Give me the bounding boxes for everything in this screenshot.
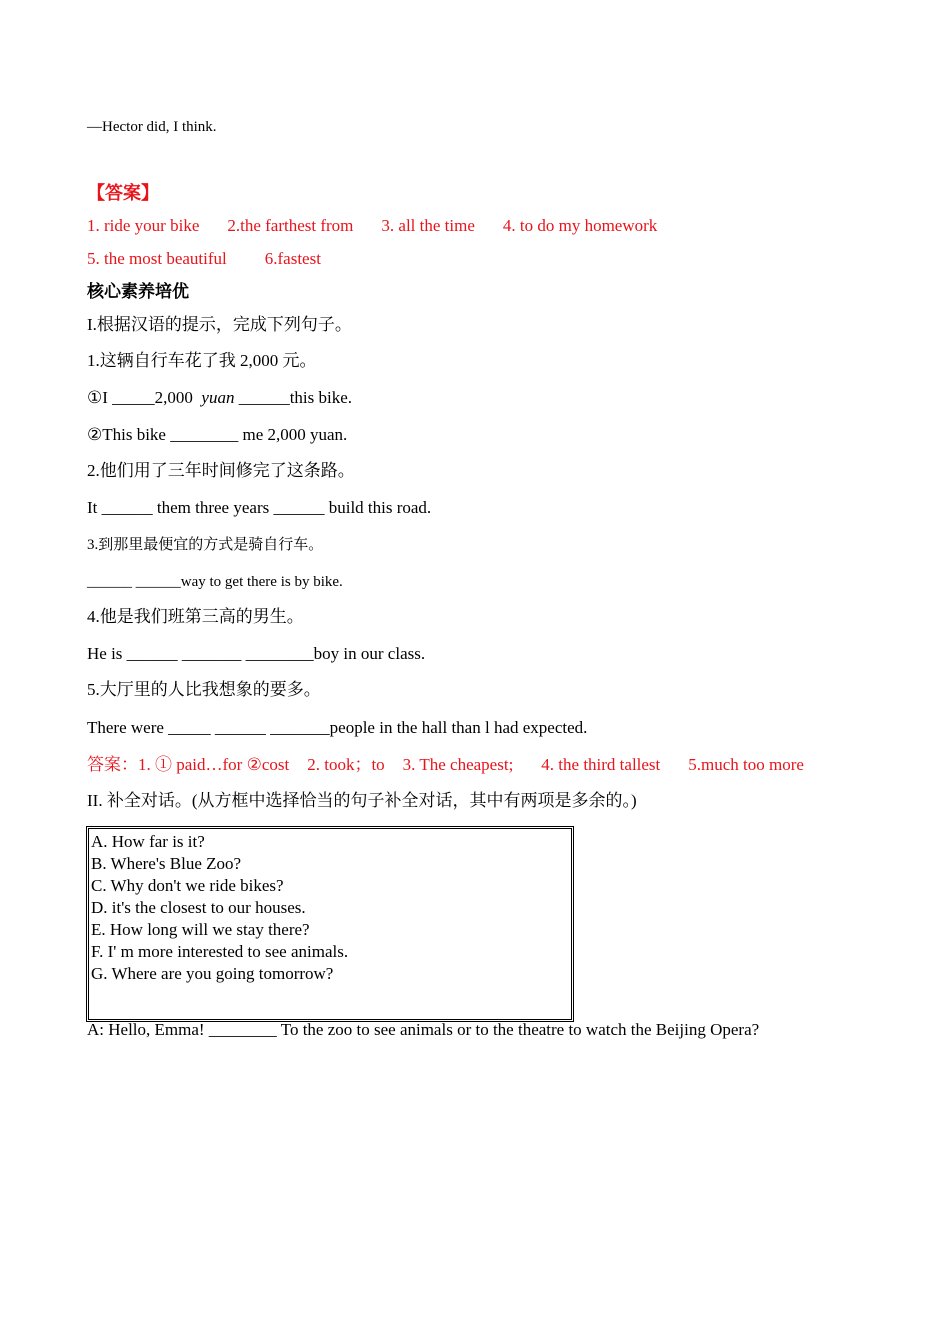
option-item: B. Where's Blue Zoo? [91, 854, 242, 873]
part2-instruction: II. 补全对话。(从方框中选择恰当的句子补全对话，其中有两项是多余的。) [87, 791, 637, 810]
q4-chinese: 4.他是我们班第三高的男生。 [87, 607, 304, 626]
options-box [86, 826, 574, 1022]
option-item: A. How far is it? [91, 832, 205, 851]
answer-item: 1. ride your bike [87, 216, 200, 235]
q3-sentence: ______ ______way to get there is by bike. [87, 574, 343, 590]
answer-row-2 [87, 248, 321, 270]
answer-item: 6.fastest [264, 249, 321, 268]
answer-heading: 【答案】 [87, 183, 159, 203]
q1-chinese: 1.这辆自行车花了我 2,000 元。 [87, 351, 317, 370]
section-title: 核心素养培优 [87, 282, 189, 301]
q1-a-italic: yuan [201, 388, 235, 407]
q3-chinese: 3.到那里最便宜的方式是骑自行车。 [87, 537, 324, 553]
option-item: E. How long will we stay there? [91, 920, 310, 939]
q1-sentence-a [87, 387, 352, 409]
q5-chinese: 5.大厅里的人比我想象的要多。 [87, 680, 321, 699]
answer2-row [87, 754, 804, 776]
option-item: D. it's the closest to our houses. [91, 898, 306, 917]
answer-item: 3. The cheapest; [402, 755, 514, 774]
option-item: F. I' m more interested to see animals. [91, 942, 349, 961]
q5-sentence: There were _____ ______ _______people in the hall than l had expected. [87, 718, 588, 737]
answer-row-1 [87, 215, 657, 237]
answer-item: 4. the third tallest [541, 755, 661, 774]
answer-item: 5. the most beautiful [87, 249, 227, 268]
q1-a-suffix: ______this bike. [238, 388, 353, 407]
q4-sentence: He is ______ _______ ________boy in our class. [87, 644, 426, 663]
part1-instruction: I.根据汉语的提示，完成下列句子。 [87, 315, 352, 334]
answer-item: 3. all the time [381, 216, 475, 235]
q1-sentence-b: ②This bike ________ me 2,000 yuan. [87, 425, 348, 444]
answer-item: 2.the farthest from [227, 216, 354, 235]
answer-item: 5.much too more [688, 755, 804, 774]
q2-sentence: It ______ them three years ______ build this road. [87, 498, 432, 517]
option-item: G. Where are you going tomorrow? [91, 964, 334, 983]
answer-item: 答案：1. ① paid…for ②cost [87, 755, 290, 774]
lead-line: —Hector did, I think. [87, 119, 217, 135]
option-item: C. Why don't we ride bikes? [91, 876, 284, 895]
answer-item: 4. to do my homework [502, 216, 658, 235]
dialogue-line: A: Hello, Emma! ________ To the zoo to see animals or to the theatre to watch the Beijing Opera? [87, 1020, 760, 1039]
q1-a-prefix: ①I _____2,000 [87, 388, 193, 407]
q2-chinese: 2.他们用了三年时间修完了这条路。 [87, 461, 355, 480]
answer-item: 2. took；to [307, 755, 385, 774]
